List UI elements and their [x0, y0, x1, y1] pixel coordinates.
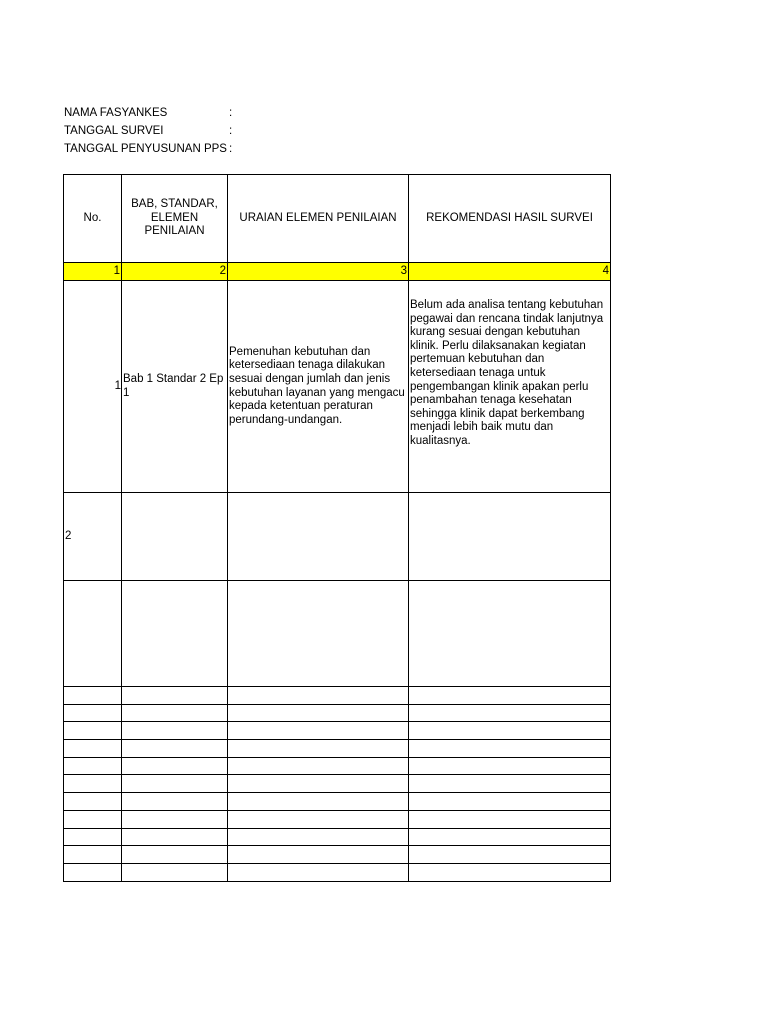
header-bab: BAB, STANDAR, ELEMEN PENILAIAN	[122, 175, 228, 263]
header-no: No.	[64, 175, 122, 263]
empty-cell	[228, 687, 409, 705]
cell-bab: Bab 1 Standar 2 Ep 1	[122, 281, 228, 493]
empty-cell	[122, 793, 228, 811]
empty-cell	[64, 793, 122, 811]
field-label: TANGGAL SURVEI	[64, 125, 164, 137]
cell-bab	[122, 493, 228, 581]
empty-cell	[228, 740, 409, 758]
empty-cell	[122, 810, 228, 828]
cell-no	[64, 581, 122, 687]
empty-row	[64, 740, 611, 758]
header-fields	[64, 106, 364, 160]
empty-row	[64, 846, 611, 864]
empty-cell	[228, 722, 409, 740]
empty-cell	[228, 757, 409, 775]
empty-row	[64, 828, 611, 846]
empty-row	[64, 775, 611, 793]
empty-cell	[409, 846, 611, 864]
empty-cell	[228, 704, 409, 722]
empty-row	[64, 810, 611, 828]
empty-cell	[64, 810, 122, 828]
field-tanggal-penyusunan-pps	[64, 142, 364, 160]
empty-cell	[122, 722, 228, 740]
empty-cell	[64, 775, 122, 793]
empty-cell	[409, 740, 611, 758]
empty-cell	[64, 722, 122, 740]
cell-no: 1	[64, 281, 122, 493]
field-colon: :	[229, 125, 233, 137]
empty-cell	[122, 687, 228, 705]
empty-cell	[409, 828, 611, 846]
empty-row	[64, 722, 611, 740]
cell-uraian: Pemenuhan kebutuhan dan ketersediaan tenaga dilakukan sesuai dengan jumlah dan jenis kebutuhan layanan yang mengacu kepada ketentuan peraturan perundang-undangan.	[228, 281, 409, 493]
table-row	[64, 281, 611, 493]
empty-cell	[409, 704, 611, 722]
header-rekomendasi: REKOMENDASI HASIL SURVEI	[409, 175, 611, 263]
empty-cell	[228, 863, 409, 881]
empty-row	[64, 793, 611, 811]
empty-cell	[64, 828, 122, 846]
field-nama-fasyankes	[64, 106, 364, 124]
empty-cell	[122, 757, 228, 775]
field-label: TANGGAL PENYUSUNAN PPS	[64, 143, 227, 155]
empty-cell	[64, 846, 122, 864]
empty-cell	[228, 828, 409, 846]
table-header-row	[64, 175, 611, 263]
table-row	[64, 493, 611, 581]
cell-rekomendasi	[409, 493, 611, 581]
empty-cell	[64, 757, 122, 775]
empty-row	[64, 687, 611, 705]
column-number: 3	[228, 263, 409, 281]
empty-cell	[409, 722, 611, 740]
empty-cell	[122, 740, 228, 758]
survey-table	[63, 174, 611, 882]
column-number-row	[64, 263, 611, 281]
empty-cell	[64, 704, 122, 722]
cell-uraian	[228, 493, 409, 581]
empty-cell	[409, 775, 611, 793]
empty-cell	[122, 846, 228, 864]
empty-cell	[228, 810, 409, 828]
empty-cell	[409, 757, 611, 775]
empty-cell	[122, 704, 228, 722]
cell-bab	[122, 581, 228, 687]
empty-cell	[122, 863, 228, 881]
empty-cell	[228, 793, 409, 811]
column-number: 2	[122, 263, 228, 281]
cell-no: 2	[64, 493, 122, 581]
empty-row	[64, 704, 611, 722]
empty-cell	[122, 828, 228, 846]
empty-cell	[122, 775, 228, 793]
empty-row	[64, 757, 611, 775]
field-label: NAMA FASYANKES	[64, 107, 168, 119]
empty-cell	[64, 740, 122, 758]
cell-rekomendasi: Belum ada analisa tentang kebutuhan pegawai dan rencana tindak lanjutnya kurang sesuai dengan kebutuhan klinik. Perlu dilaksanakan kegiatan pertemuan kebutuhan dan ketersediaan tenaga untuk pengembangan klinik apakan perlu penambahan tenaga kesehatan sehingga klinik dapat berkembang menjadi lebih baik mutu dan kualitasnya.	[409, 281, 611, 493]
cell-rekomendasi	[409, 581, 611, 687]
column-number: 4	[409, 263, 611, 281]
cell-uraian	[228, 581, 409, 687]
table-row	[64, 581, 611, 687]
field-tanggal-survei	[64, 124, 364, 142]
empty-cell	[409, 793, 611, 811]
empty-cell	[409, 863, 611, 881]
column-number: 1	[64, 263, 122, 281]
empty-cell	[409, 687, 611, 705]
field-colon: :	[229, 107, 233, 119]
empty-cell	[409, 810, 611, 828]
empty-cell	[228, 846, 409, 864]
empty-cell	[228, 775, 409, 793]
empty-cell	[64, 687, 122, 705]
empty-row	[64, 863, 611, 881]
header-uraian: URAIAN ELEMEN PENILAIAN	[228, 175, 409, 263]
field-colon: :	[229, 143, 233, 155]
empty-cell	[64, 863, 122, 881]
